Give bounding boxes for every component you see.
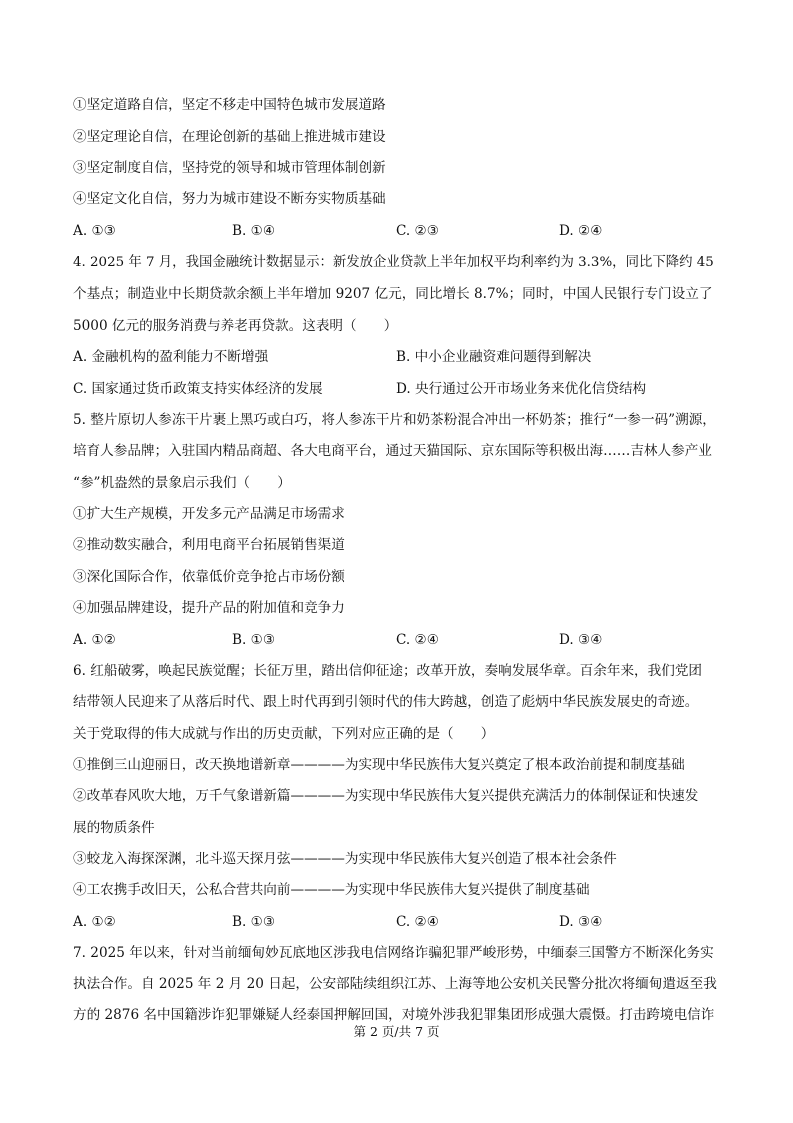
q5-stem-1: 5. 整片原切人参冻干片裹上黑巧或白巧，将人参冻干片和奶茶粉混合冲出一杯奶茶；推行“一参一码”溯源， xyxy=(73,412,716,428)
q5-item-1: ①扩大生产规模，开发多元产品满足市场需求 xyxy=(73,506,345,522)
q6-option-b: B. ①③ xyxy=(232,914,276,930)
q7-stem-1: 7. 2025 年以来，针对当前缅甸妙瓦底地区涉我电信网络诈骗犯罪严峻形势，中缅泰三国警方不断深化务实 xyxy=(73,945,714,961)
q3-item-3: ③坚定制度自信，坚持党的领导和城市管理体制创新 xyxy=(73,160,386,176)
q5-option-d: D. ③④ xyxy=(559,632,603,648)
q4-option-a: A. 金融机构的盈利能力不断增强 xyxy=(73,349,269,365)
q4-stem-1: 4. 2025 年 7 月，我国金融统计数据显示：新发放企业贷款上半年加权平均利率约为 3.3%，同比下降约 45 xyxy=(73,255,714,270)
q6-option-d: D. ③④ xyxy=(559,914,603,930)
q4-stem-3: 5000 亿元的服务消费与养老再贷款。这表明（ ） xyxy=(73,318,398,334)
q7-stem-2: 执法合作。自 2025 年 2 月 20 日起，公安部陆续组织江苏、上海等地公安机关民警分批次将缅甸遣返至我 xyxy=(73,976,717,992)
q6-item-1: ①推倒三山迎丽日，改天换地谱新章————为实现中华民族伟大复兴奠定了根本政治前提和制度基础 xyxy=(73,757,685,773)
q4-option-c: C. 国家通过货币政策支持实体经济的发展 xyxy=(73,381,323,397)
q6-option-c: C. ②④ xyxy=(396,914,439,930)
q3-item-1: ①坚定道路自信，坚定不移走中国特色城市发展道路 xyxy=(73,97,386,113)
q7-stem-3: 方的 2876 名中国籍涉诈犯罪嫌疑人经泰国押解回国，对境外涉我犯罪集团形成强大震慑。打击跨境电信诈 xyxy=(73,1007,715,1023)
q5-item-2: ②推动数实融合，利用电商平台拓展销售渠道 xyxy=(73,537,345,553)
q3-option-a: A. ①③ xyxy=(73,223,116,239)
q5-item-4: ④加强品牌建设，提升产品的附加值和竞争力 xyxy=(73,600,345,616)
q5-option-a: A. ①② xyxy=(73,632,116,648)
q4-stem-2: 个基点；制造业中长期贷款余额上半年增加 9207 亿元，同比增长 8.7%；同时，中国人民银行专门设立了 xyxy=(73,286,713,302)
q6-option-a: A. ①② xyxy=(73,914,116,930)
page-number-footer: 第 2 页/共 7 页 xyxy=(353,1024,440,1039)
q4-option-d: D. 央行通过公开市场业务来优化信贷结构 xyxy=(396,381,647,397)
q3-item-2: ②坚定理论自信，在理论创新的基础上推进城市建设 xyxy=(73,129,386,145)
q6-item-2-cont: 展的物质条件 xyxy=(73,820,155,836)
q3-option-b: B. ①④ xyxy=(232,223,276,239)
q5-stem-3: “参”机盎然的景象启示我们（ ） xyxy=(73,475,291,491)
q5-option-b: B. ①③ xyxy=(232,632,276,648)
q3-option-d: D. ②④ xyxy=(559,223,603,239)
q5-option-c: C. ②④ xyxy=(396,632,439,648)
q6-item-4: ④工农携手改旧天，公私合营共向前————为实现中华民族伟大复兴提供了制度基础 xyxy=(73,882,590,898)
q6-item-3: ③蛟龙入海探深渊，北斗巡天探月弦————为实现中华民族伟大复兴创造了根本社会条件 xyxy=(73,851,617,867)
q6-item-2: ②改革春风吹大地，万千气象谱新篇————为实现中华民族伟大复兴提供充满活力的体制保证和快速发 xyxy=(73,788,699,804)
q6-stem-2: 结带领人民迎来了从落后时代、跟上时代再到引领时代的伟大跨越，创造了彪炳中华民族发展史的奇迹。 xyxy=(73,694,699,710)
q3-option-c: C. ②③ xyxy=(396,223,439,239)
q6-stem-3: 关于党取得的伟大成就与作出的历史贡献，下列对应正确的是（ ） xyxy=(73,726,495,742)
q5-stem-2: 培育人参品牌；入驻国内精品商超、各大电商平台，通过天猫国际、京东国际等积极出海……吉林人参产业 xyxy=(73,443,712,459)
q4-option-b: B. 中小企业融资难问题得到解决 xyxy=(396,349,592,365)
q5-item-3: ③深化国际合作，依靠低价竞争抢占市场份额 xyxy=(73,569,345,585)
q6-stem-1: 6. 红船破雾，唤起民族觉醒；长征万里，踏出信仰征途；改革开放，奏响发展华章。百余年来，我们党团 xyxy=(73,663,703,679)
q3-item-4: ④坚定文化自信，努力为城市建设不断夯实物质基础 xyxy=(73,191,386,207)
